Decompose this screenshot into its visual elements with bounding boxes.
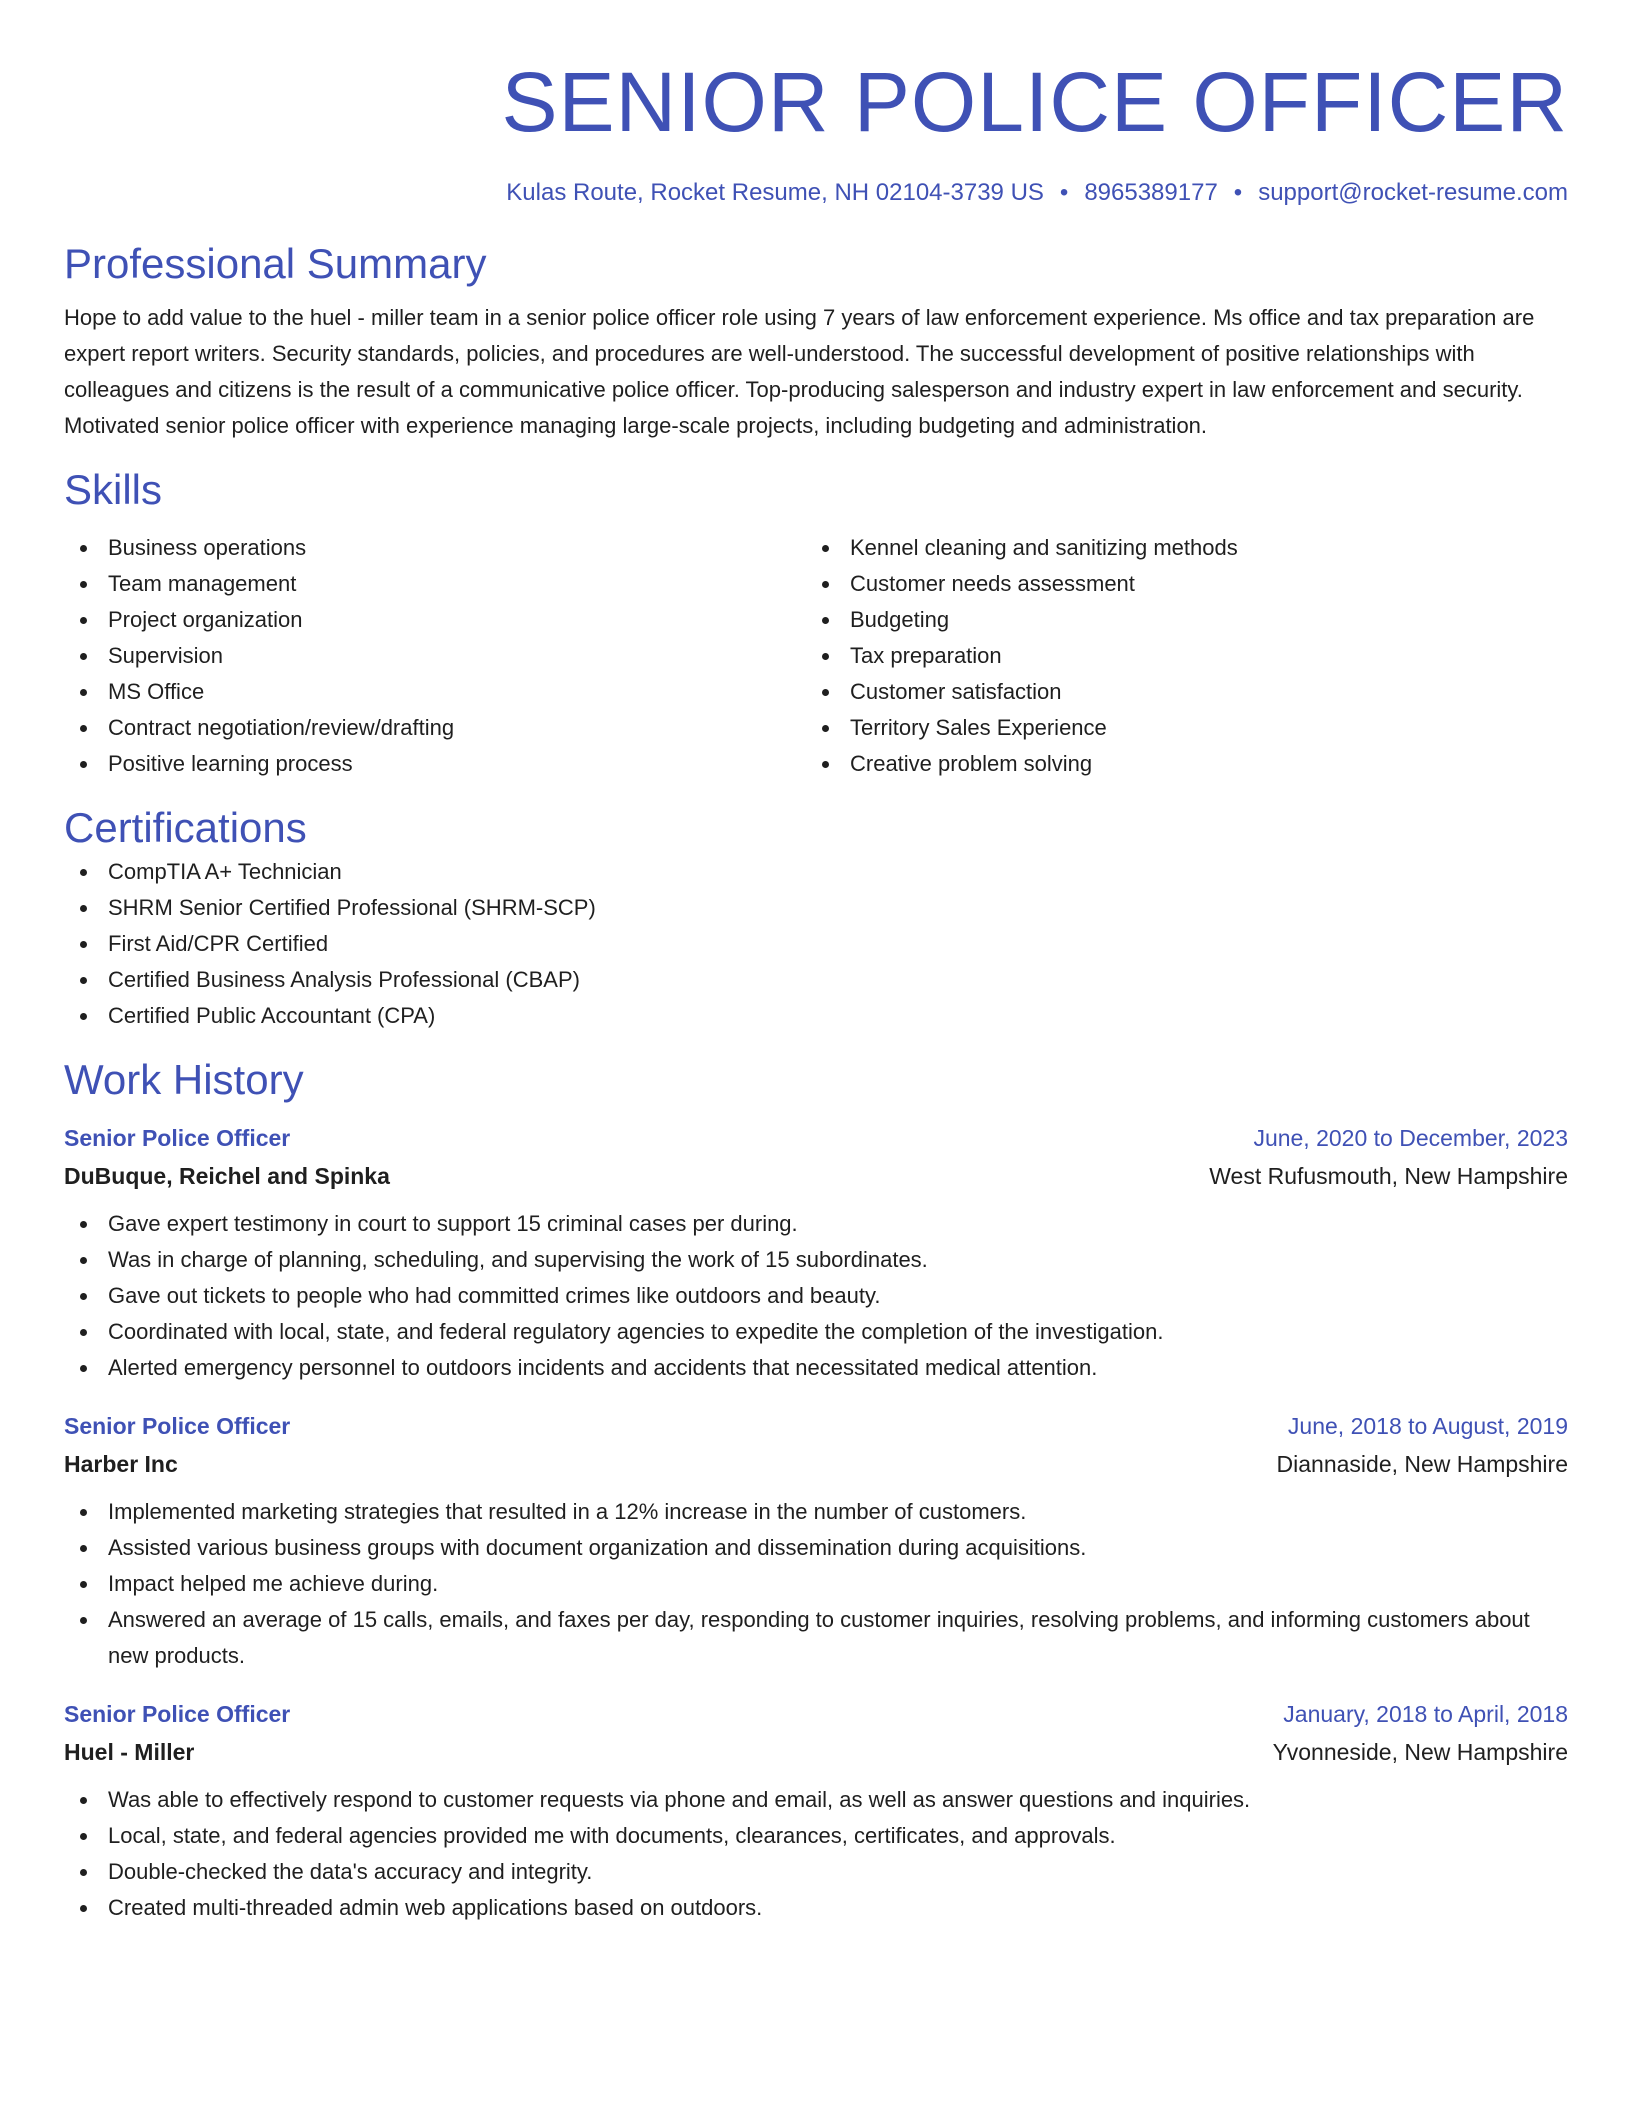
job-entry	[64, 1696, 1568, 1926]
certification-item: First Aid/CPR Certified	[64, 926, 1568, 962]
skills-list-left	[64, 530, 806, 782]
skill-item: MS Office	[64, 674, 806, 710]
summary-heading: Professional Summary	[64, 240, 487, 287]
contact-email: support@rocket-resume.com	[1258, 179, 1568, 206]
contact-separator: •	[1233, 179, 1243, 206]
contact-line	[64, 178, 1568, 208]
skill-item: Territory Sales Experience	[806, 710, 1548, 746]
job-dates: June, 2020 to December, 2023	[1253, 1125, 1568, 1151]
skill-item: Kennel cleaning and sanitizing methods	[806, 530, 1548, 566]
skill-item: Team management	[64, 566, 806, 602]
job-header-row	[64, 1696, 1568, 1732]
job-location: Diannaside, New Hampshire	[1276, 1451, 1568, 1477]
job-entry	[64, 1120, 1568, 1386]
job-employer-row	[64, 1444, 1568, 1484]
job-title: Senior Police Officer	[64, 1701, 291, 1727]
skill-item: Tax preparation	[806, 638, 1548, 674]
job-duty-item: Gave out tickets to people who had committed crimes like outdoors and beauty.	[64, 1278, 1568, 1314]
job-duty-item: Double-checked the data's accuracy and integrity.	[64, 1854, 1568, 1890]
job-title: Senior Police Officer	[64, 1413, 291, 1439]
job-duty-item: Was able to effectively respond to customer requests via phone and email, as well as answer questions and inquiries.	[64, 1782, 1568, 1818]
job-company: Huel - Miller	[64, 1739, 195, 1765]
job-entry	[64, 1408, 1568, 1674]
skill-item: Creative problem solving	[806, 746, 1548, 782]
job-duty-item: Answered an average of 15 calls, emails, and faxes per day, responding to customer inquiries, resolving problems, and informing customers about new products.	[64, 1602, 1568, 1674]
job-employer-row	[64, 1732, 1568, 1772]
skills-list-right	[806, 530, 1548, 782]
job-dates: June, 2018 to August, 2019	[1287, 1413, 1568, 1439]
job-company: Harber Inc	[64, 1451, 178, 1477]
work-history-heading: Work History	[64, 1056, 304, 1103]
skill-item: Customer needs assessment	[806, 566, 1548, 602]
certification-item: Certified Public Accountant (CPA)	[64, 998, 1568, 1034]
job-header-row	[64, 1120, 1568, 1156]
job-title: Senior Police Officer	[64, 1125, 291, 1151]
summary-text: Hope to add value to the huel - miller team in a senior police officer role using 7 years of law enforcement experience. Ms office and tax preparation are expert report writers. Security standards, policies, and procedures are well-understood. The successful development of positive relationships with colleagues and citizens is the result of a communicative police officer. Top-producing salesperson and industry expert in law enforcement and security. Motivated senior police officer with experience managing large-scale projects, including budgeting and administration.	[64, 305, 1535, 438]
contact-separator: •	[1059, 179, 1069, 206]
job-employer-row	[64, 1156, 1568, 1196]
job-duty-item: Created multi-threaded admin web applications based on outdoors.	[64, 1890, 1568, 1926]
resume-header	[64, 0, 1568, 208]
job-duties-list	[64, 1494, 1568, 1674]
job-duty-item: Impact helped me achieve during.	[64, 1566, 1568, 1602]
job-duty-item: Implemented marketing strategies that resulted in a 12% increase in the number of customers.	[64, 1494, 1568, 1530]
job-duties-list	[64, 1782, 1568, 1926]
certification-item: SHRM Senior Certified Professional (SHRM-SCP)	[64, 890, 1568, 926]
certification-item: CompTIA A+ Technician	[64, 854, 1568, 890]
certifications-list	[64, 854, 1568, 1034]
skills-section	[64, 464, 1568, 782]
certifications-section	[64, 802, 1568, 1034]
job-location: West Rufusmouth, New Hampshire	[1209, 1163, 1568, 1189]
job-company: DuBuque, Reichel and Spinka	[64, 1163, 390, 1189]
job-duty-item: Local, state, and federal agencies provided me with documents, clearances, certificates, and approvals.	[64, 1818, 1568, 1854]
skills-heading: Skills	[64, 466, 163, 513]
skills-columns	[64, 530, 1568, 782]
job-dates: January, 2018 to April, 2018	[1283, 1701, 1568, 1727]
certifications-heading: Certifications	[64, 804, 307, 851]
skill-item: Budgeting	[806, 602, 1548, 638]
work-history-section	[64, 1054, 1568, 1926]
summary-section	[64, 238, 1568, 444]
job-duty-item: Gave expert testimony in court to support 15 criminal cases per during.	[64, 1206, 1568, 1242]
skill-item: Contract negotiation/review/drafting	[64, 710, 806, 746]
job-duties-list	[64, 1206, 1568, 1386]
skill-item: Positive learning process	[64, 746, 806, 782]
job-location: Yvonneside, New Hampshire	[1272, 1739, 1568, 1765]
job-duty-item: Assisted various business groups with document organization and dissemination during acquisitions.	[64, 1530, 1568, 1566]
skill-item: Supervision	[64, 638, 806, 674]
skill-item: Business operations	[64, 530, 806, 566]
contact-phone: 8965389177	[1084, 179, 1218, 206]
job-duty-item: Was in charge of planning, scheduling, and supervising the work of 15 subordinates.	[64, 1242, 1568, 1278]
job-duty-item: Alerted emergency personnel to outdoors incidents and accidents that necessitated medical attention.	[64, 1350, 1568, 1386]
candidate-title: SENIOR POLICE OFFICER	[501, 55, 1568, 149]
job-duty-item: Coordinated with local, state, and federal regulatory agencies to expedite the completion of the investigation.	[64, 1314, 1568, 1350]
job-header-row	[64, 1408, 1568, 1444]
contact-address: Kulas Route, Rocket Resume, NH 02104-3739 US	[506, 179, 1044, 206]
certification-item: Certified Business Analysis Professional (CBAP)	[64, 962, 1568, 998]
skill-item: Customer satisfaction	[806, 674, 1548, 710]
skill-item: Project organization	[64, 602, 806, 638]
